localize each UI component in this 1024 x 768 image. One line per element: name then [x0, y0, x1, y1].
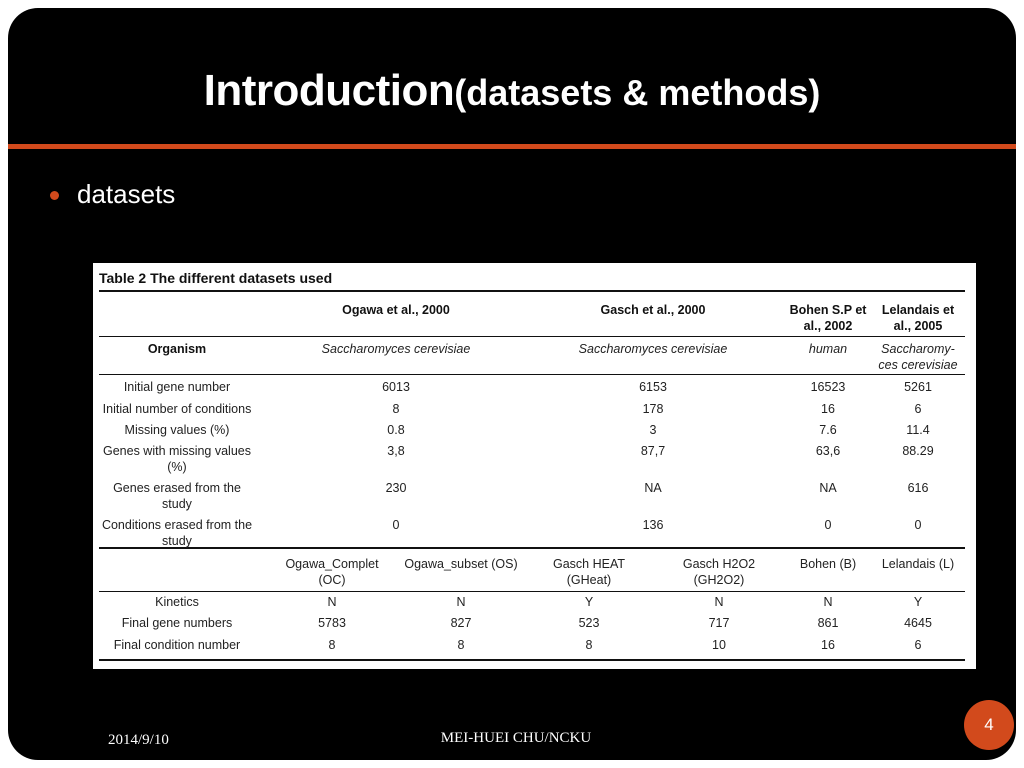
table-cell: 5261 — [904, 380, 932, 394]
table-cell: 5783 — [318, 616, 346, 630]
table-cell: Y — [913, 595, 923, 609]
subset-header: Gasch HEAT (GHeat) — [552, 557, 625, 587]
study-header: Bohen S.P et al., 2002 — [789, 303, 867, 333]
subset-header: Lelandais (L) — [881, 557, 955, 571]
table-cell: 16 — [821, 638, 835, 652]
title-main: Introduction — [203, 66, 455, 115]
table-cell: 7.6 — [819, 423, 837, 437]
footer-date: 2014/9/10 — [108, 732, 169, 748]
table-cell: N — [823, 595, 833, 609]
row-label: Conditions erased from the study — [101, 518, 253, 548]
table-cell: NA — [819, 481, 837, 495]
study-header: Lelandais et al., 2005 — [881, 303, 955, 333]
dataset-table-image — [93, 263, 976, 669]
organism-cell: Saccharomy-ces cerevisiae — [878, 342, 958, 372]
footer-author: MEI-HUEI CHU/NCKU — [440, 730, 592, 746]
table-cell: 616 — [907, 481, 929, 495]
table-cell: N — [456, 595, 466, 609]
table-cell: 827 — [450, 616, 472, 630]
study-header: Gasch et al., 2000 — [600, 303, 706, 317]
bullet-item — [50, 179, 175, 210]
table-cell: N — [327, 595, 337, 609]
bullet-text: datasets — [77, 179, 176, 209]
study-header: Ogawa et al., 2000 — [342, 303, 450, 317]
table-cell: Y — [584, 595, 594, 609]
slide-title — [8, 66, 1016, 116]
organism-cell: human — [808, 342, 848, 356]
table-cell: 0 — [392, 518, 400, 532]
table-rule — [99, 336, 965, 337]
table-cell: 4645 — [904, 616, 932, 630]
table-rule — [99, 290, 965, 292]
row-label: Missing values (%) — [124, 423, 230, 437]
table-cell: 88.29 — [902, 444, 934, 458]
subset-header: Ogawa_Complet (OC) — [285, 557, 379, 587]
table-cell: N — [714, 595, 724, 609]
table-cell: 3 — [649, 423, 657, 437]
table-cell: 16523 — [810, 380, 846, 394]
table-cell: 136 — [642, 518, 664, 532]
table-cell: 717 — [708, 616, 730, 630]
organism-label: Organism — [147, 342, 207, 356]
row-label: Final gene numbers — [121, 616, 233, 630]
table-cell: 8 — [392, 402, 400, 416]
table-cell: 230 — [385, 481, 407, 495]
table-cell: 861 — [817, 616, 839, 630]
subset-header: Ogawa_subset (OS) — [404, 557, 518, 571]
table-rule — [99, 659, 965, 661]
table-rule — [99, 591, 965, 592]
table-cell: 0 — [824, 518, 832, 532]
table-rule — [99, 374, 965, 375]
page-number: 4 — [964, 700, 1014, 750]
table-cell: 16 — [821, 402, 835, 416]
slide — [8, 8, 1016, 760]
table-cell: 523 — [578, 616, 600, 630]
table-cell: 6 — [914, 402, 922, 416]
table-cell: 87,7 — [640, 444, 666, 458]
subset-header: Bohen (B) — [799, 557, 857, 571]
organism-cell: Saccharomyces cerevisiae — [578, 342, 728, 356]
organism-cell: Saccharomyces cerevisiae — [321, 342, 471, 356]
title-divider — [8, 144, 1016, 149]
row-label: Kinetics — [155, 595, 199, 609]
table-cell: NA — [644, 481, 662, 495]
table-cell: 178 — [642, 402, 664, 416]
row-label: Final condition number — [113, 638, 241, 652]
row-label: Initial gene number — [123, 380, 231, 394]
title-sub: (datasets & methods) — [454, 72, 821, 113]
row-label: Genes with missing values (%) — [103, 444, 251, 474]
bullet-icon — [50, 191, 59, 200]
table-cell: 0 — [914, 518, 922, 532]
table-cell: 3,8 — [387, 444, 405, 458]
subset-header: Gasch H2O2 (GH2O2) — [682, 557, 756, 587]
table-cell: 6013 — [382, 380, 410, 394]
table-cell: 8 — [328, 638, 336, 652]
table-cell: 8 — [585, 638, 593, 652]
row-label: Initial number of conditions — [102, 402, 252, 416]
table-cell: 0.8 — [387, 423, 405, 437]
table-cell: 63,6 — [815, 444, 841, 458]
table-cell: 10 — [712, 638, 726, 652]
table-caption: Table 2 The different datasets used — [99, 270, 333, 286]
table-cell: 8 — [457, 638, 465, 652]
table-cell: 6153 — [639, 380, 667, 394]
table-cell: 11.4 — [906, 423, 930, 437]
row-label: Genes erased from the study — [113, 481, 241, 511]
table-cell: 6 — [914, 638, 922, 652]
